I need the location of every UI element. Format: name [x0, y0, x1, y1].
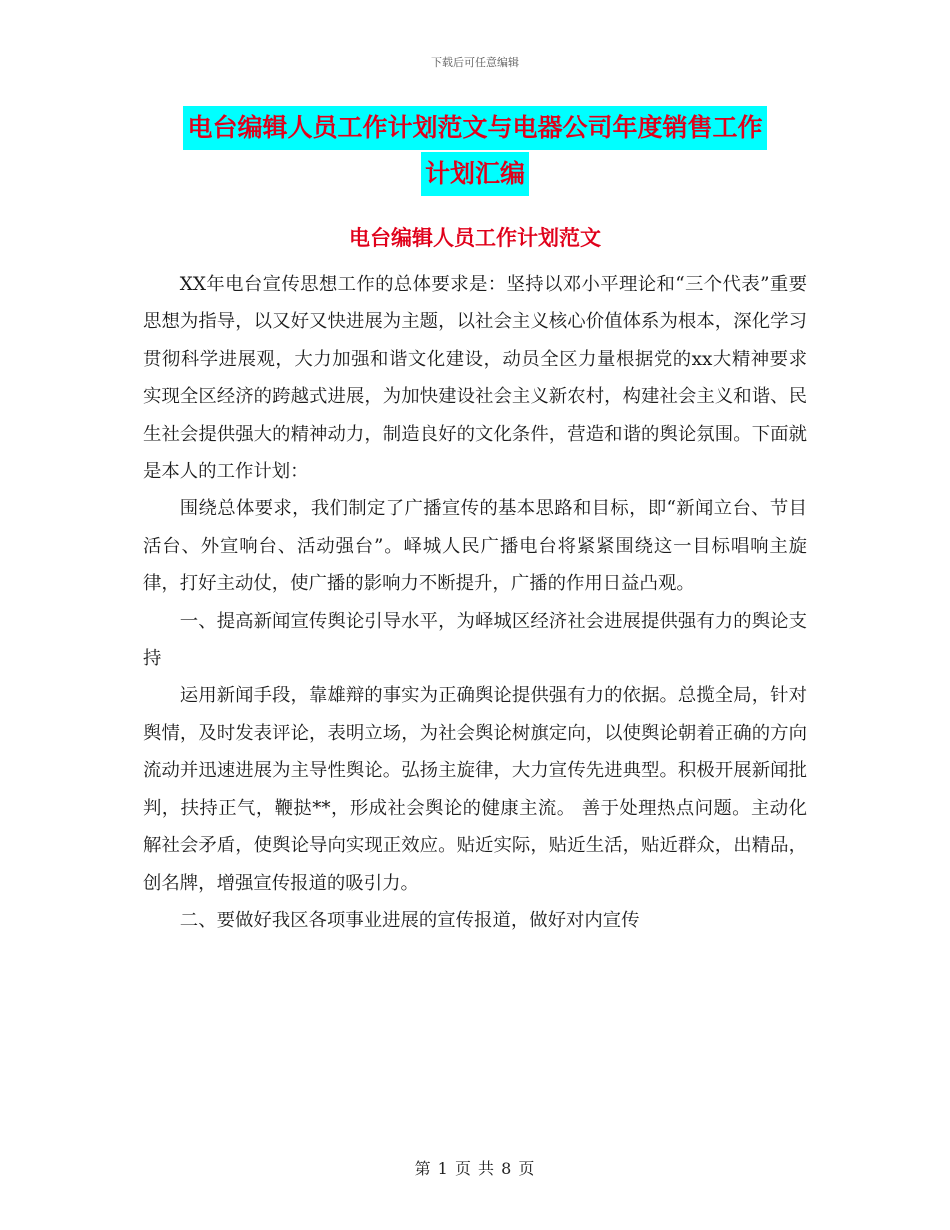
paragraph-intro: XX年电台宣传思想工作的总体要求是：坚持以邓小平理论和“三个代表”重要思想为指导，以又好又快进展为主题，以社会主义核心价值体系为根本，深化学习贯彻科学进展观，大力加强和谐文化建设，动员全区力量根据党的xx大精神要求实现全区经济的跨越式进展，为加快建设社会主义新农村，构建社会主义和谐、民生社会提供强大的精神动力，制造良好的文化条件，营造和谐的舆论氛围。下面就是本人的工作计划： [143, 274, 807, 483]
document-title-line-2: 计划汇编 [421, 152, 529, 196]
paragraph-heading-one: 一、提高新闻宣传舆论引导水平，为峄城区经济社会进展提供强有力的舆论支持 [143, 610, 807, 670]
document-title [0, 106, 950, 198]
body-text [143, 266, 807, 939]
document-title-line-1: 电台编辑人员工作计划范文与电器公司年度销售工作 [183, 106, 766, 150]
page-number: 第 1 页 共 8 页 [414, 1159, 536, 1178]
paragraph-goals: 围绕总体要求，我们制定了广播宣传的基本思路和目标，即“新闻立台、节目活台、外宣响台、活动强台”。峄城人民广播电台将紧紧围绕这一目标唱响主旋律，打好主动仗，使广播的影响力不断提升，广播的作用日益凸观。 [143, 498, 807, 595]
page-header-note: 下载后可任意编辑 [431, 56, 519, 69]
paragraph-news-methods: 运用新闻手段，靠雄辩的事实为正确舆论提供强有力的依据。总揽全局，针对舆情，及时发表评论，表明立场，为社会舆论树旗定向，以使舆论朝着正确的方向流动并迅速进展为主导性舆论。弘扬主旋律，大力宣传先进典型。积极开展新闻批判，扶持正气，鞭挞**，形成社会舆论的健康主流。 善于处理热点问题。主动化解社会矛盾，使舆论导向实现正效应。贴近实际，贴近生活，贴近群众，出精品，创名牌，增强宣传报道的吸引力。 [143, 685, 807, 894]
paragraph-heading-two: 二、要做好我区各项事业进展的宣传报道，做好对内宣传 [179, 909, 640, 931]
section-heading: 电台编辑人员工作计划范文 [349, 226, 601, 250]
